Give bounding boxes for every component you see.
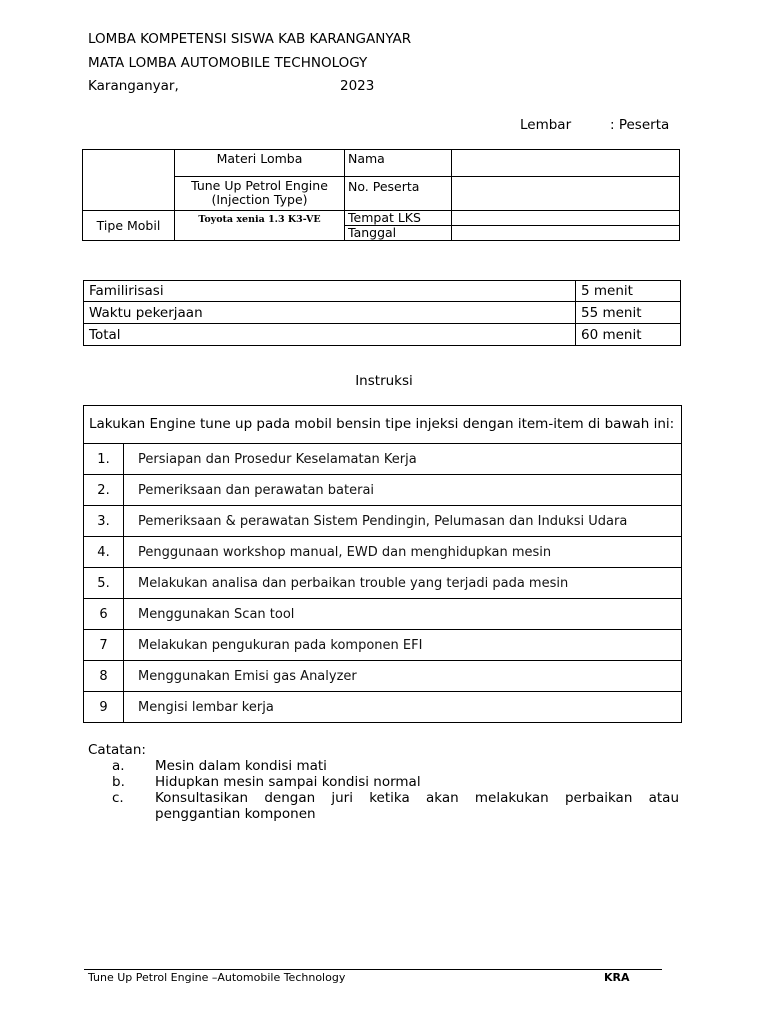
materi-value-line2: (Injection Type)	[211, 192, 308, 207]
time-table	[83, 280, 681, 346]
sheet-value: : Peserta	[610, 117, 670, 133]
item-text: Mengisi lembar kerja	[124, 692, 682, 723]
time-label: Waktu pekerjaan	[84, 302, 576, 324]
no-peserta-field[interactable]	[452, 177, 680, 211]
header-place: Karanganyar,	[88, 78, 179, 94]
time-label: Familirisasi	[84, 281, 576, 302]
item-number: 6	[84, 599, 124, 630]
item-number: 1.	[84, 444, 124, 475]
nama-field[interactable]	[452, 150, 680, 177]
tempat-label: Tempat LKS	[345, 211, 452, 226]
note-text: Mesin dalam kondisi mati	[155, 758, 327, 774]
materi-label: Materi Lomba	[175, 150, 345, 177]
materi-value	[175, 177, 345, 211]
note-letter: a.	[112, 758, 125, 774]
footer-rule	[84, 969, 662, 970]
time-value: 60 menit	[576, 324, 681, 346]
header-line-2: MATA LOMBA AUTOMOBILE TECHNOLOGY	[88, 55, 368, 71]
materi-value-line1: Tune Up Petrol Engine	[191, 178, 328, 193]
item-number: 3.	[84, 506, 124, 537]
tanggal-field[interactable]	[452, 226, 680, 241]
item-text: Pemeriksaan & perawatan Sistem Pendingin, Pelumasan dan Induksi Udara	[124, 506, 682, 537]
footer-right: KRA	[604, 971, 630, 984]
item-text: Pemeriksaan dan perawatan baterai	[124, 475, 682, 506]
item-text: Melakukan analisa dan perbaikan trouble yang terjadi pada mesin	[124, 568, 682, 599]
item-text: Menggunakan Emisi gas Analyzer	[124, 661, 682, 692]
tipe-label: Tipe Mobil	[83, 211, 175, 241]
item-text: Melakukan pengukuran pada komponen EFI	[124, 630, 682, 661]
note-text: Konsultasikan dengan juri ketika akan melakukan perbaikan atau penggantian komponen	[155, 790, 679, 822]
item-number: 7	[84, 630, 124, 661]
time-value: 5 menit	[576, 281, 681, 302]
item-number: 5.	[84, 568, 124, 599]
no-peserta-label: No. Peserta	[345, 177, 452, 211]
tanggal-label: Tanggal	[345, 226, 452, 241]
info-empty-cell	[83, 150, 175, 211]
time-label: Total	[84, 324, 576, 346]
item-text: Penggunaan workshop manual, EWD dan menghidupkan mesin	[124, 537, 682, 568]
sheet-label: Lembar	[520, 117, 572, 133]
note-letter: c.	[112, 790, 124, 806]
nama-label: Nama	[345, 150, 452, 177]
notes-title: Catatan:	[88, 742, 146, 758]
item-number: 4.	[84, 537, 124, 568]
info-table	[82, 149, 680, 241]
item-number: 8	[84, 661, 124, 692]
instructions-table	[83, 405, 682, 723]
footer-left: Tune Up Petrol Engine –Automobile Technology	[88, 971, 346, 984]
note-letter: b.	[112, 774, 125, 790]
note-text: Hidupkan mesin sampai kondisi normal	[155, 774, 421, 790]
time-value: 55 menit	[576, 302, 681, 324]
instructions-lead: Lakukan Engine tune up pada mobil bensin tipe injeksi dengan item-item di bawah ini:	[84, 406, 682, 444]
tipe-value: Toyota xenia 1.3 K3-VE	[175, 211, 345, 241]
header-line-1: LOMBA KOMPETENSI SISWA KAB KARANGANYAR	[88, 31, 412, 47]
tempat-field[interactable]	[452, 211, 680, 226]
item-text: Menggunakan Scan tool	[124, 599, 682, 630]
header-year: 2023	[340, 78, 375, 94]
instructions-title: Instruksi	[355, 373, 413, 389]
item-number: 2.	[84, 475, 124, 506]
item-text: Persiapan dan Prosedur Keselamatan Kerja	[124, 444, 682, 475]
item-number: 9	[84, 692, 124, 723]
